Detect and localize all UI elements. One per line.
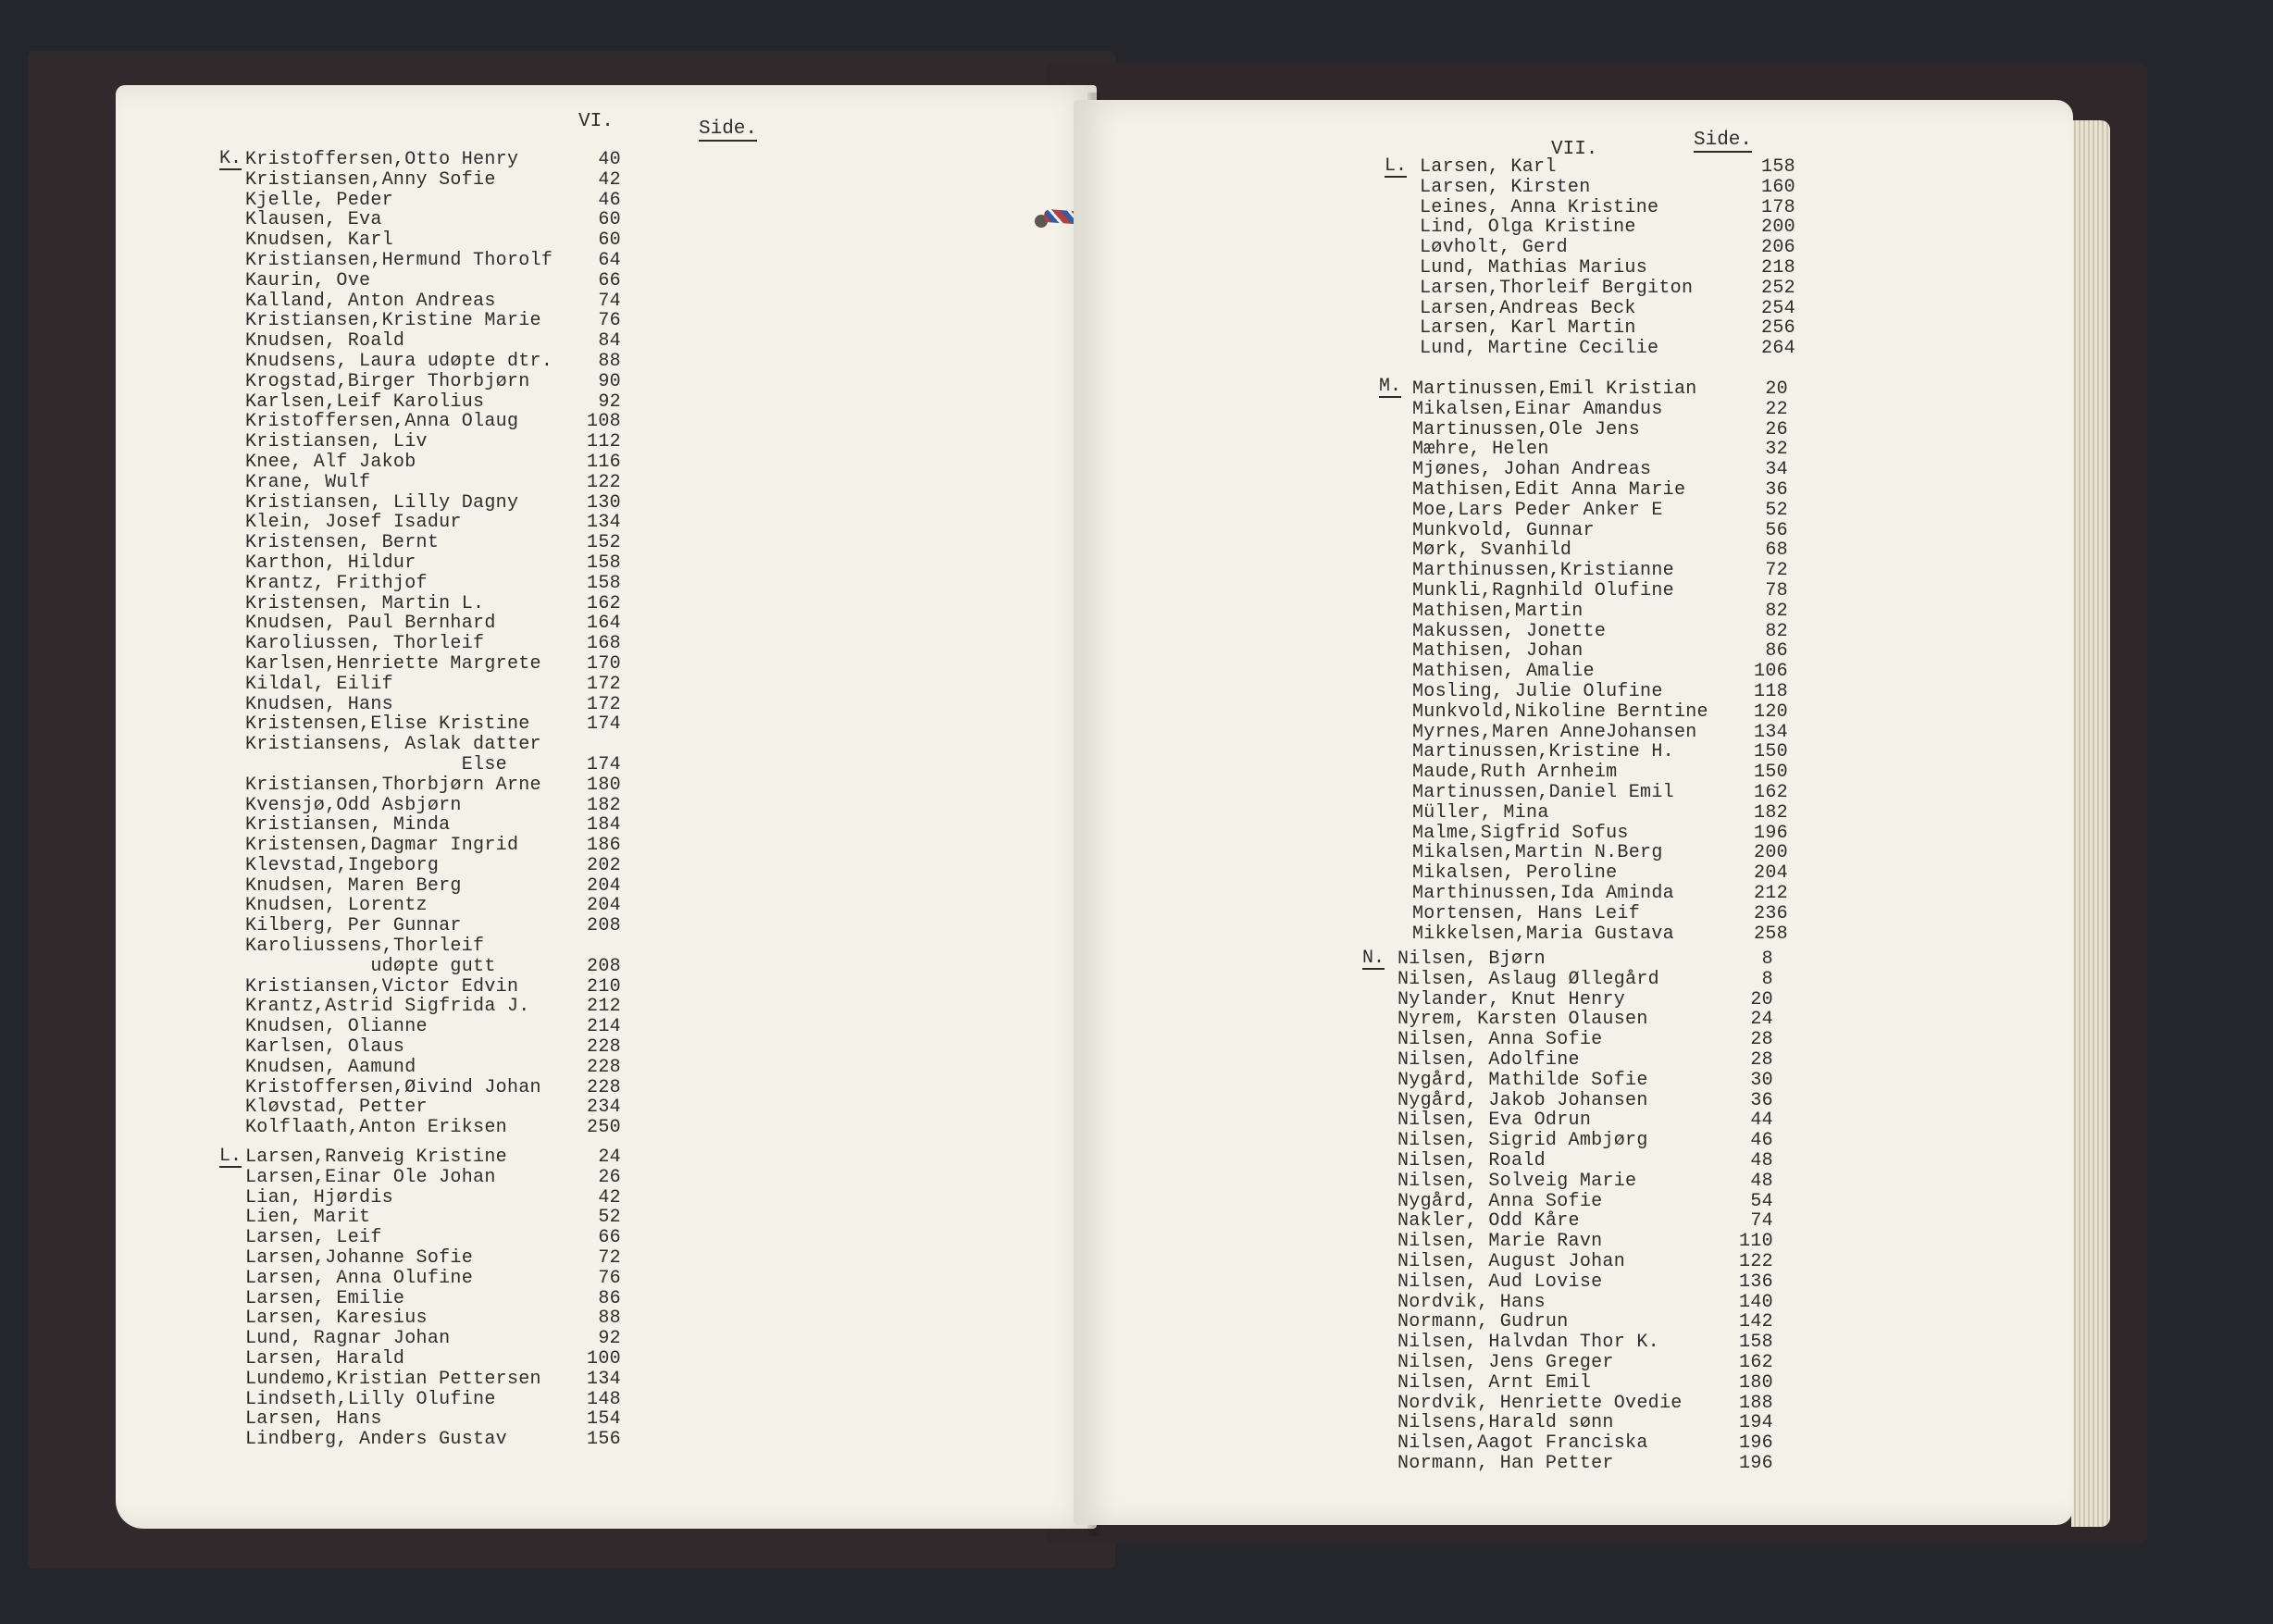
index-entry: Lindberg, Anders Gustav 156 bbox=[245, 1429, 621, 1451]
index-entry: Nilsen, Roald 48 bbox=[1397, 1149, 1773, 1172]
index-entry: Kristoffersen,Otto Henry 40 bbox=[245, 149, 621, 170]
index-entry: Mikalsen, Peroline 204 bbox=[1412, 862, 1788, 885]
index-entry: Martinussen,Emil Kristian 20 bbox=[1412, 378, 1788, 400]
index-entry: Karlsen,Henriette Margrete 170 bbox=[245, 652, 621, 675]
index-list-n bbox=[1397, 949, 1773, 1474]
index-entry: Nilsen, Adolfine 28 bbox=[1397, 1048, 1773, 1071]
index-entry: Nilsen, Aslaug Øllegård 8 bbox=[1397, 968, 1773, 990]
index-entry: Lund, Mathias Marius 218 bbox=[1420, 256, 1795, 279]
index-entry: Klevstad,Ingeborg 202 bbox=[245, 854, 621, 876]
page-edges bbox=[2071, 120, 2110, 1527]
right-page bbox=[1074, 100, 2073, 1525]
index-entry: Nordvik, Henriette Ovedie 188 bbox=[1397, 1392, 1773, 1414]
index-entry: Kristiansen,Kristine Marie 76 bbox=[245, 310, 621, 332]
index-entry: Larsen, Harald 100 bbox=[245, 1347, 621, 1370]
index-entry: Martinussen,Ole Jens 26 bbox=[1412, 418, 1788, 440]
index-entry: Krantz,Astrid Sigfrida J. 212 bbox=[245, 996, 621, 1018]
index-entry: Nakler, Odd Kåre 74 bbox=[1397, 1210, 1773, 1233]
index-entry: Munkvold, Gunnar 56 bbox=[1412, 519, 1788, 541]
index-entry: Kristensen,Dagmar Ingrid 186 bbox=[245, 835, 621, 857]
index-entry: Lindseth,Lilly Olufine 148 bbox=[245, 1388, 621, 1410]
index-entry: Kildal, Eilif 172 bbox=[245, 673, 621, 695]
section-letter: L. bbox=[219, 1146, 242, 1167]
index-entry: Karlsen,Leif Karolius 92 bbox=[245, 391, 621, 413]
index-entry: Karoliussens,Thorleif bbox=[245, 936, 485, 958]
index-entry: Lundemo,Kristian Pettersen 134 bbox=[245, 1368, 621, 1390]
index-list-l bbox=[1420, 157, 1795, 359]
index-entry: Kaurin, Ove 66 bbox=[245, 269, 621, 291]
index-entry: Kolflaath,Anton Eriksen 250 bbox=[245, 1117, 621, 1139]
side-label: Side. bbox=[1694, 130, 1753, 151]
index-entry: Knudsen, Olianne 214 bbox=[245, 1016, 621, 1038]
index-entry: Nygård, Anna Sofie 54 bbox=[1397, 1190, 1773, 1212]
index-entry: Nilsen,Aagot Franciska 196 bbox=[1397, 1432, 1773, 1455]
index-entry: Nylander, Knut Henry 20 bbox=[1397, 988, 1773, 1010]
index-entry: Mathisen,Edit Anna Marie 36 bbox=[1412, 478, 1788, 501]
index-entry: Nygård, Jakob Johansen 36 bbox=[1397, 1089, 1773, 1111]
index-entry: Krogstad,Birger Thorbjørn 90 bbox=[245, 370, 621, 392]
index-entry: Karlsen, Olaus 228 bbox=[245, 1036, 621, 1059]
index-entry: Nilsen, Aud Lovise 136 bbox=[1397, 1271, 1773, 1293]
index-entry: Myrnes,Maren AnneJohansen 134 bbox=[1412, 721, 1788, 743]
index-entry: Larsen,Johanne Sofie 72 bbox=[245, 1246, 621, 1269]
index-entry: Krantz, Frithjof 158 bbox=[245, 572, 621, 594]
index-entry: Larsen, Anna Olufine 76 bbox=[245, 1267, 621, 1289]
index-entry: Mæhre, Helen 32 bbox=[1412, 439, 1788, 461]
index-entry: Mathisen, Amalie 106 bbox=[1412, 661, 1788, 683]
index-entry: Makussen, Jonette 82 bbox=[1412, 620, 1788, 642]
index-entry: Larsen, Leif 66 bbox=[245, 1227, 621, 1249]
index-entry: Kilberg, Per Gunnar 208 bbox=[245, 915, 621, 937]
index-entry: Larsen, Kirsten 160 bbox=[1420, 176, 1795, 198]
index-entry: Normann, Gudrun 142 bbox=[1397, 1311, 1773, 1333]
index-entry: Karthon, Hildur 158 bbox=[245, 552, 621, 574]
index-entry: Knudsen, Karl 60 bbox=[245, 229, 621, 252]
index-entry: Malme,Sigfrid Sofus 196 bbox=[1412, 822, 1788, 844]
index-entry: Kvensjø,Odd Asbjørn 182 bbox=[245, 794, 621, 816]
index-entry: Munkli,Ragnhild Olufine 78 bbox=[1412, 579, 1788, 601]
section-letter: L. bbox=[1385, 155, 1408, 177]
section-letter: M. bbox=[1379, 376, 1402, 397]
index-entry: Kristensen,Elise Kristine 174 bbox=[245, 713, 621, 736]
index-entry: Larsen,Ranveig Kristine 24 bbox=[245, 1147, 621, 1168]
index-entry: Lund, Ragnar Johan 92 bbox=[245, 1328, 621, 1350]
page-number-heading: VII. bbox=[1551, 139, 1598, 160]
index-entry: Kalland, Anton Andreas 74 bbox=[245, 290, 621, 312]
index-entry: Nygård, Mathilde Sofie 30 bbox=[1397, 1069, 1773, 1091]
index-entry: Kristiansen, Lilly Dagny 130 bbox=[245, 491, 621, 514]
index-entry: Nilsen, Sigrid Ambjørg 46 bbox=[1397, 1130, 1773, 1152]
index-entry: Larsen, Emilie 86 bbox=[245, 1287, 621, 1309]
section-letter: K. bbox=[219, 148, 242, 169]
index-entry: Müller, Mina 182 bbox=[1412, 801, 1788, 824]
index-entry: Mikalsen,Einar Amandus 22 bbox=[1412, 398, 1788, 420]
index-entry: Kristiansen, Minda 184 bbox=[245, 814, 621, 837]
index-entry: Mjønes, Johan Andreas 34 bbox=[1412, 459, 1788, 481]
index-entry: Lind, Olga Kristine 200 bbox=[1420, 217, 1795, 239]
index-entry: Knudsens, Laura udøpte dtr. 88 bbox=[245, 350, 621, 372]
side-label: Side. bbox=[699, 118, 758, 140]
index-entry: Lund, Martine Cecilie 264 bbox=[1420, 338, 1795, 360]
index-entry: Nilsen, Anna Sofie 28 bbox=[1397, 1029, 1773, 1051]
index-entry: udøpte gutt 208 bbox=[245, 955, 621, 977]
section-letter: N. bbox=[1362, 948, 1385, 969]
index-entry: Nilsens,Harald sønn 194 bbox=[1397, 1412, 1773, 1434]
index-entry: Nyrem, Karsten Olausen 24 bbox=[1397, 1009, 1773, 1031]
index-entry: Kristiansens, Aslak datter bbox=[245, 734, 541, 756]
index-entry: Kløvstad, Petter 234 bbox=[245, 1097, 621, 1119]
index-entry: Nilsen, Halvdan Thor K. 158 bbox=[1397, 1332, 1773, 1354]
index-entry: Kristensen, Bernt 152 bbox=[245, 532, 621, 554]
index-entry: Larsen,Einar Ole Johan 26 bbox=[245, 1166, 621, 1188]
index-entry: Krane, Wulf 122 bbox=[245, 471, 621, 493]
index-entry: Nilsen, Jens Greger 162 bbox=[1397, 1351, 1773, 1373]
index-entry: Knudsen, Lorentz 204 bbox=[245, 895, 621, 917]
index-entry: Larsen, Karesius 88 bbox=[245, 1308, 621, 1330]
index-entry: Mathisen, Johan 86 bbox=[1412, 640, 1788, 663]
index-entry: Knudsen, Aamund 228 bbox=[245, 1056, 621, 1078]
index-entry: Nilsen, Arnt Emil 180 bbox=[1397, 1371, 1773, 1394]
index-entry: Martinussen,Daniel Emil 162 bbox=[1412, 781, 1788, 803]
index-entry: Else 174 bbox=[245, 753, 621, 775]
index-entry: Klausen, Eva 60 bbox=[245, 209, 621, 231]
index-entry: Kristoffersen,Anna Olaug 108 bbox=[245, 411, 621, 433]
index-entry: Kristiansen, Liv 112 bbox=[245, 431, 621, 453]
index-entry: Mørk, Svanhild 68 bbox=[1412, 539, 1788, 562]
page-number-heading: VI. bbox=[578, 111, 614, 132]
index-entry: Normann, Han Petter 196 bbox=[1397, 1452, 1773, 1474]
index-entry: Marthinussen,Kristianne 72 bbox=[1412, 560, 1788, 582]
index-entry: Leines, Anna Kristine 178 bbox=[1420, 196, 1795, 218]
index-entry: Karoliussen, Thorleif 168 bbox=[245, 633, 621, 655]
index-entry: Nilsen, Marie Ravn 110 bbox=[1397, 1231, 1773, 1253]
index-entry: Kristiansen,Thorbjørn Arne 180 bbox=[245, 774, 621, 796]
index-list-m bbox=[1412, 379, 1788, 944]
index-entry: Larsen,Andreas Beck 254 bbox=[1420, 297, 1795, 319]
index-entry: Knudsen, Roald 84 bbox=[245, 330, 621, 353]
index-entry: Kristensen, Martin L. 162 bbox=[245, 592, 621, 614]
index-entry: Løvholt, Gerd 206 bbox=[1420, 237, 1795, 259]
index-list-l bbox=[245, 1147, 621, 1450]
index-entry: Knee, Alf Jakob 116 bbox=[245, 451, 621, 473]
index-entry: Mortensen, Hans Leif 236 bbox=[1412, 902, 1788, 924]
index-entry: Nilsen, Solveig Marie 48 bbox=[1397, 1170, 1773, 1192]
index-entry: Larsen,Thorleif Bergiton 252 bbox=[1420, 277, 1795, 299]
index-entry: Kristiansen,Anny Sofie 42 bbox=[245, 168, 621, 191]
index-entry: Knudsen, Paul Bernhard 164 bbox=[245, 613, 621, 635]
index-entry: Larsen, Karl Martin 256 bbox=[1420, 317, 1795, 340]
index-entry: Maude,Ruth Arnheim 150 bbox=[1412, 762, 1788, 784]
index-entry: Knudsen, Maren Berg 204 bbox=[245, 874, 621, 897]
index-entry: Klein, Josef Isadur 134 bbox=[245, 512, 621, 534]
index-entry: Lien, Marit 52 bbox=[245, 1207, 621, 1229]
index-entry: Nordvik, Hans 140 bbox=[1397, 1291, 1773, 1313]
index-entry: Nilsen, Eva Odrun 44 bbox=[1397, 1110, 1773, 1132]
index-entry: Mikalsen,Martin N.Berg 200 bbox=[1412, 842, 1788, 864]
index-entry: Kjelle, Peder 46 bbox=[245, 189, 621, 211]
index-entry: Nilsen, August Johan 122 bbox=[1397, 1250, 1773, 1272]
index-entry: Kristiansen,Victor Edvin 210 bbox=[245, 975, 621, 998]
index-entry: Kristiansen,Hermund Thorolf 64 bbox=[245, 249, 621, 271]
index-entry: Mosling, Julie Olufine 118 bbox=[1412, 680, 1788, 702]
index-entry: Marthinussen,Ida Aminda 212 bbox=[1412, 882, 1788, 904]
index-entry: Moe,Lars Peder Anker E 52 bbox=[1412, 499, 1788, 521]
left-page bbox=[116, 85, 1097, 1529]
index-entry: Larsen, Karl 158 bbox=[1420, 156, 1795, 178]
index-entry: Mathisen,Martin 82 bbox=[1412, 600, 1788, 622]
index-entry: Kristoffersen,Øivind Johan 228 bbox=[245, 1076, 621, 1098]
index-entry: Larsen, Hans 154 bbox=[245, 1408, 621, 1431]
index-entry: Nilsen, Bjørn 8 bbox=[1397, 948, 1773, 970]
index-list-k bbox=[245, 150, 621, 1138]
index-entry: Knudsen, Hans 172 bbox=[245, 693, 621, 715]
index-entry: Martinussen,Kristine H. 150 bbox=[1412, 741, 1788, 763]
index-entry: Lian, Hjørdis 42 bbox=[245, 1186, 621, 1209]
index-entry: Munkvold,Nikoline Berntine 120 bbox=[1412, 700, 1788, 723]
index-entry: Mikkelsen,Maria Gustava 258 bbox=[1412, 923, 1788, 945]
